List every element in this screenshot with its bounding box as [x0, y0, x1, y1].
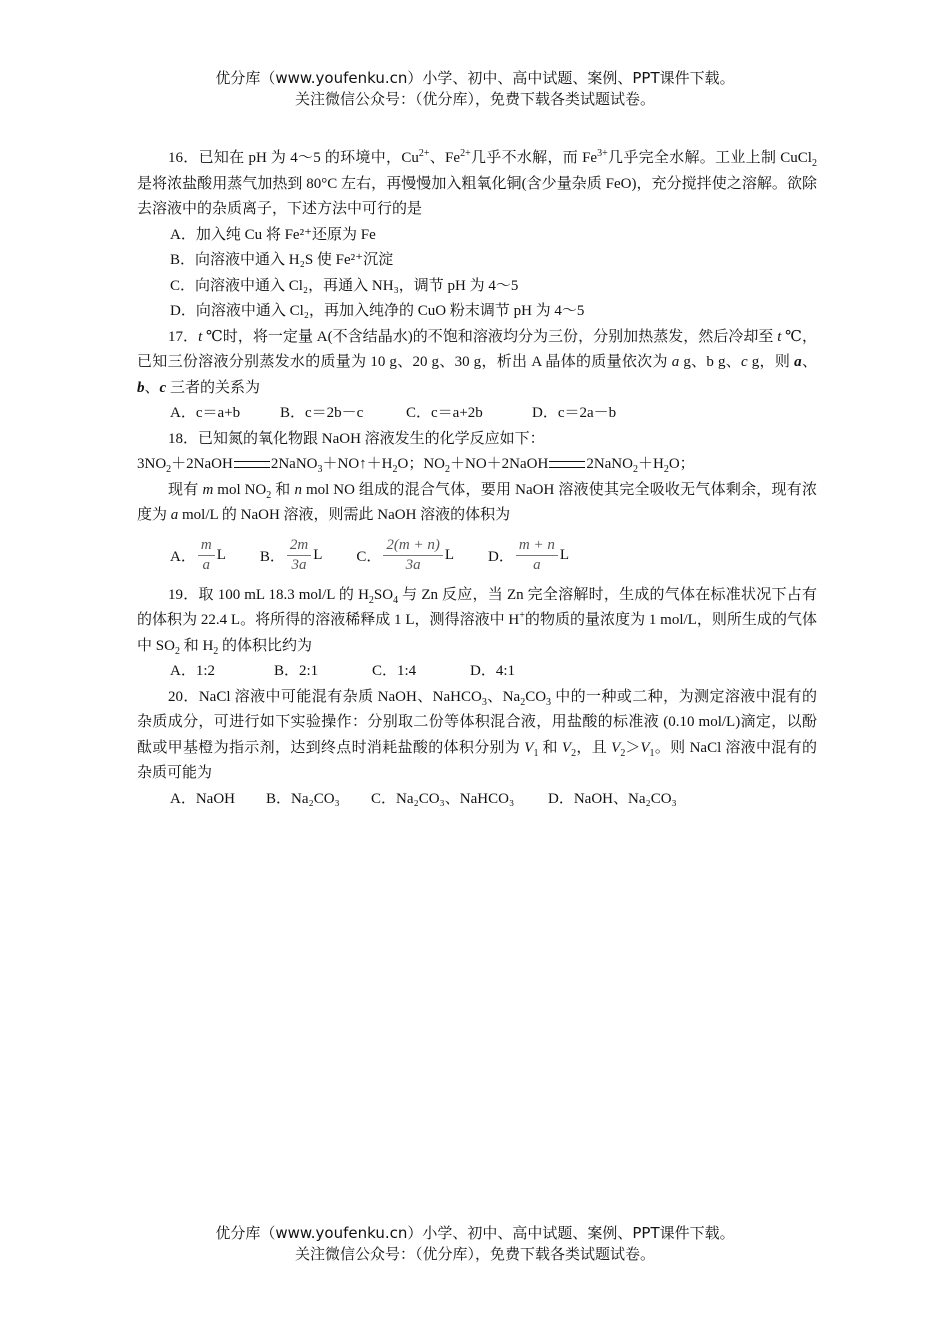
question-20-stem: 20．NaCl 溶液中可能混有杂质 NaOH、NaHCO$_3$、$Na_2CO_3$ 中的一种或二种，为测定溶液中混有的杂质成分，可进行如下实验操作：分别取二份等体积混合液，用盐酸的标准液 (0.10 mol/L)滴定，以酚酞或甲基橙为指示剂，达到终点时消耗盐酸的体积分别为 $V_1$ 和 $V_2$，且 $V_2>V_1$。则 NaCl 溶液中混有的杂质可能为 [137, 688, 817, 781]
question-18-equations: $3NO_2+2NaOH$ $2NaNO_3+NO↑+H_2O$；$NO_2+NO+2NaOH$ $2NaNO_2+H_2O$； [137, 456, 695, 475]
fraction-denominator: 3a [291, 557, 307, 573]
q18-option-b-fraction [287, 538, 311, 573]
fraction-denominator: a [533, 557, 541, 573]
q18-option-b-label: B． [259, 549, 285, 565]
q18-option-d-unit: L [559, 547, 570, 563]
q19-option-b: B．2:1 [274, 663, 319, 679]
question-19-stem: 19．取 100 mL 18.3 mol/L 的 $H_2SO_4$ 与 Zn 反应，当 Zn 完全溶解时，生成的气体在标准状况下占有的体积为 22.4 L。将所得的溶液稀释成 1 L，测得溶液中 H+的物质的量浓度为 1 mol/L，则所生成的气体中 $SO_2$ 和 $H_2$ 的体积比约为 [137, 586, 817, 657]
page-footer [0, 1223, 950, 1264]
q17-option-d: D．c＝2a－b [532, 405, 617, 421]
q18-option-d-label: D． [488, 549, 514, 565]
q17-option-b: B．c＝2b－c [280, 405, 364, 421]
fraction-numerator: m [198, 538, 215, 556]
q17-options [137, 401, 817, 427]
question-18-text: 现有 m mol $NO_2$ 和 n mol NO 组成的混合气体，要用 NaOH 溶液使其完全吸收无气体剩余，现有浓度为 a mol/L 的 NaOH 溶液，则需此 NaOH 溶液的体积为 [137, 481, 817, 523]
question-body [137, 146, 817, 812]
q18-options [137, 531, 817, 581]
fraction-numerator: m + n [516, 538, 558, 556]
q18-option-b [260, 538, 323, 573]
q17-option-a: A．c＝a+b [170, 405, 241, 421]
question-17-stem: 17．t ℃时，将一定量 A(不含结晶水)的不饱和溶液均分为三份，分别加热蒸发，然后冷却至 t ℃，已知三份溶液分别蒸发水的质量为 10 g、20 g、30 g，析出 A 晶体的质量依次为 a g、b g、c g，则 a、b、c 三者的关系为 [137, 328, 817, 396]
q18-option-c-unit: L [444, 547, 455, 563]
q20-option-a: A．NaOH [170, 790, 235, 807]
q20-option-c: C．Na₂CO₃、NaHCO₃ [371, 790, 515, 807]
fraction-denominator: 3a [405, 557, 421, 573]
footer-line-2: 关注微信公众号：（优分库），免费下载各类试题试卷。 [294, 1245, 655, 1263]
fraction-numerator: 2m [287, 538, 311, 556]
q20-option-b: B．Na₂CO₃ [266, 790, 340, 807]
q17-option-c: C．c＝a+2b [406, 405, 483, 421]
q18-option-a-label: A． [170, 549, 196, 565]
q18-option-b-unit: L [313, 547, 323, 563]
question-16-stem: 16．已知在 pH 为 4～5 的环境中，$Cu^{2+}$、$Fe^{2+}$几乎不水解，而 $Fe^{3+}$几乎完全水解。工业上制 CuCl$_2$ 是将浓盐酸用蒸气加热到 80°C 左右，再慢慢加入粗氧化铜(含少量杂质 FeO)，充分搅拌使之溶解。欲除去溶液中的杂质离子，下述方法中可行的是 [137, 148, 817, 217]
q20-option-d: D．NaOH、Na₂CO₃ [548, 790, 677, 807]
q18-option-c-label: C． [356, 549, 382, 565]
q20-options [137, 787, 817, 813]
q18-option-d [488, 538, 569, 573]
q16-option-a: A．加入纯 Cu 将 Fe²⁺还原为 Fe [170, 226, 376, 243]
q19-option-c: C．1:4 [372, 663, 417, 679]
q19-option-a: A．1:2 [170, 663, 216, 679]
footer-line-1: 优分库（www.youfenku.cn）小学、初中、高中试题、案例、PPT课件下载。 [215, 1224, 735, 1242]
question-18-stem: 18．已知氮的氧化物跟 NaOH 溶液发生的化学反应如下： [168, 430, 545, 447]
q19-options [137, 659, 817, 685]
q16-option-c: C．向溶液中通入 Cl₂，再通入 NH₃，调节 pH 为 4～5 [170, 277, 519, 294]
page-header [0, 68, 950, 109]
q18-option-d-fraction [516, 538, 558, 573]
q18-option-c [356, 538, 454, 573]
q19-option-d: D．4:1 [470, 663, 516, 679]
fraction-denominator: a [202, 557, 211, 573]
header-line-1: 优分库（www.youfenku.cn）小学、初中、高中试题、案例、PPT课件下载。 [215, 69, 735, 87]
q18-option-a [170, 538, 226, 573]
q18-option-c-fraction [383, 538, 442, 573]
q16-option-d: D．向溶液中通入 Cl₂，再加入纯净的 CuO 粉末调节 pH 为 4～5 [170, 303, 585, 319]
q18-option-a-fraction [198, 538, 215, 573]
fraction-numerator: 2(m + n) [383, 538, 442, 556]
q18-option-a-unit: L [216, 547, 226, 563]
header-line-2: 关注微信公众号：（优分库），免费下载各类试题试卷。 [294, 90, 655, 108]
q16-option-b: B．向溶液中通入 H₂S 使 Fe²⁺沉淀 [170, 252, 394, 268]
